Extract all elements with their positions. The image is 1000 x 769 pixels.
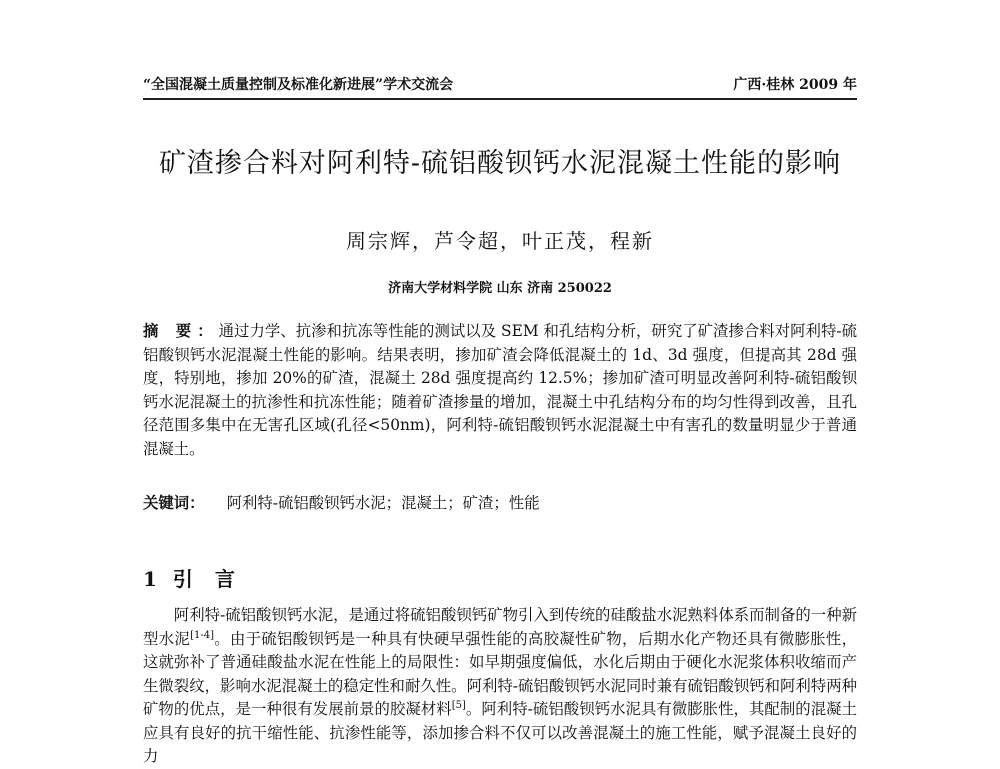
keywords-text: 阿利特-硫铝酸钡钙水泥；混凝土；矿渣；性能 bbox=[226, 494, 540, 512]
section-number: 1 bbox=[143, 567, 157, 591]
header-location-year: 广西·桂林 2009 年 bbox=[733, 77, 857, 93]
paper-affiliation: 济南大学材料学院 山东 济南 250022 bbox=[388, 281, 612, 296]
intro-paragraph bbox=[143, 604, 857, 769]
header-conference: “全国混凝土质量控制及标准化新进展”学术交流会 bbox=[143, 77, 454, 93]
header-rule bbox=[143, 98, 857, 100]
abstract-label: 摘 要： bbox=[143, 322, 219, 340]
section-title: 引言 bbox=[172, 567, 257, 591]
intro-text-b: 。由于硫铝酸钡钙是一种具有快硬早强性能的高胶凝性矿物，后期水化产物还具有微膨胀性，这就弥补了普通硅酸盐水泥在性能上的局限性：如早期强度偏低，水化后期由于硬化水泥浆体积收缩而产生微裂纹，影响水泥混凝土的稳定性和耐久性。阿利特-硫铝酸钡钙水泥同时兼有硫铝酸钡钙和阿利特两种矿物的优点，是一种很有发展前景的胶凝材料 bbox=[143, 629, 857, 718]
paper-authors: 周宗辉，芦令超，叶正茂，程新 bbox=[346, 229, 654, 253]
abstract-text: 通过力学、抗渗和抗冻等性能的测试以及 SEM 和孔结构分析，研究了矿渣掺合料对阿利特-硫铝酸钡钙水泥混凝土性能的影响。结果表明，掺加矿渣会降低混凝土的 1d、3d 强度，但提高其 28d 强度，特别地，掺加 20%的矿渣，混凝土 28d 强度提高约 12.5%；掺加矿渣可明显改善阿利特-硫铝酸钡钙水泥混凝土的抗渗性和抗冻性能；随着矿渣掺量的增加，混凝土中孔结构分布的均匀性得到改善，且孔径范围多集中在无害孔区域(孔径<50nm)，阿利特-硫铝酸钡钙水泥混凝土中有害孔的数量明显少于普通混凝土。 bbox=[143, 322, 858, 458]
citation-ref: [1-4] bbox=[190, 629, 214, 641]
intro-text-a: 阿利特-硫铝酸钡钙水泥，是通过将硫铝酸钡钙矿物引入到传统的硅酸盐水泥熟料体系而制备的一种新型水泥 bbox=[143, 606, 857, 648]
abstract bbox=[143, 320, 857, 461]
running-header bbox=[143, 76, 857, 94]
section-heading-intro bbox=[143, 566, 257, 592]
keywords-label: 关键词： bbox=[143, 494, 205, 512]
paper-title: 矿渣掺合料对阿利特-硫铝酸钡钙水泥混凝土性能的影响 bbox=[158, 148, 842, 179]
citation-ref: [5] bbox=[451, 699, 466, 711]
intro-text-c: 。阿利特-硫铝酸钡钙水泥具有微膨胀性，其配制的混凝土应具有良好的抗干缩性能、抗渗性能等，添加掺合料不仅可以改善混凝土的施工性能，赋予混凝土良好的力 bbox=[143, 700, 857, 765]
keywords bbox=[143, 491, 857, 515]
